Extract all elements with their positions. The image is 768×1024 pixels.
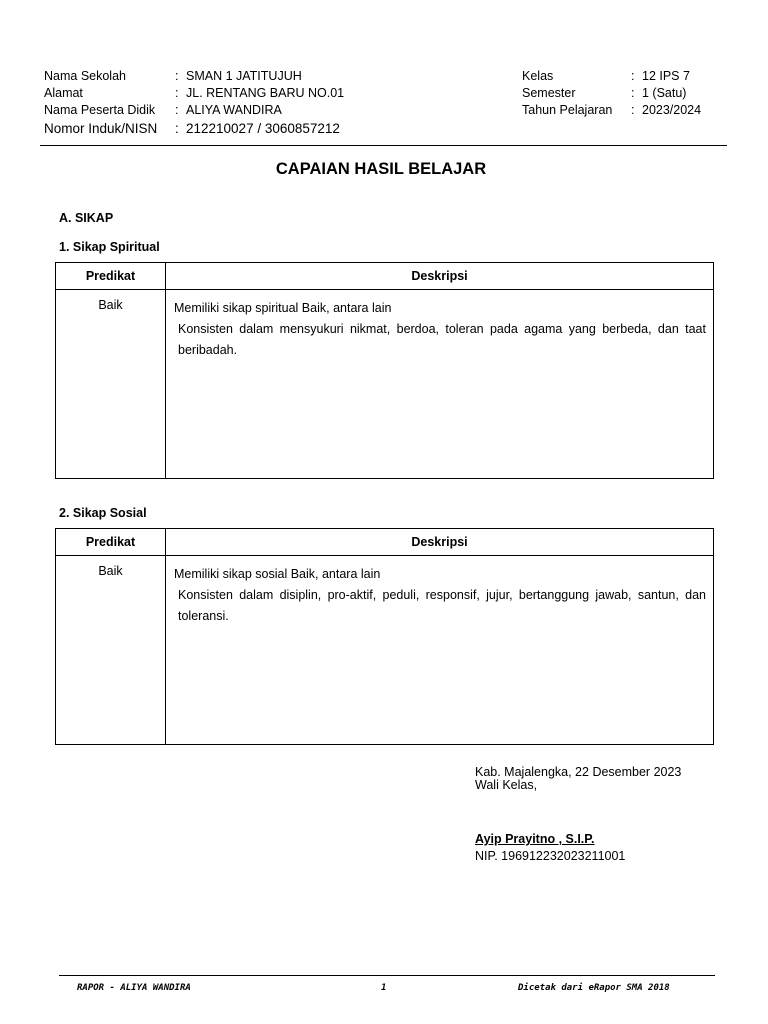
info-value: 12 IPS 7: [642, 69, 690, 83]
info-row-school: [44, 68, 344, 85]
info-colon: :: [175, 86, 179, 100]
info-label: Semester: [522, 86, 576, 100]
sosial-table: [55, 528, 714, 745]
deskripsi-line: Memiliki sikap sosial Baik, antara lain: [174, 567, 381, 581]
section-sikap-heading: A. SIKAP: [59, 211, 114, 225]
col-predikat-header: Predikat: [56, 529, 166, 556]
class-info: [522, 68, 701, 119]
student-info: [44, 68, 344, 138]
info-label: Nomor Induk/NISN: [44, 121, 158, 136]
footer-printed-by: Dicetak dari eRapor SMA 2018: [518, 983, 670, 993]
info-row-semester: [522, 85, 701, 102]
deskripsi-detail: Konsisten dalam disiplin, pro-aktif, peduli, responsif, jujur, bertanggung jawab, santun, dan toleransi.: [178, 588, 706, 623]
deskripsi-cell: [166, 290, 714, 479]
deskripsi-cell: [166, 556, 714, 745]
info-value: SMAN 1 JATITUJUH: [186, 69, 302, 83]
sign-role: Wali Kelas,: [475, 778, 538, 792]
spiritual-table: [55, 262, 714, 479]
table-row: [56, 290, 714, 479]
info-colon: :: [175, 69, 179, 83]
col-deskripsi-header: Deskripsi: [166, 263, 714, 290]
info-label: Nama Peserta Didik: [44, 103, 156, 117]
table-header-row: [56, 529, 714, 556]
info-colon: :: [175, 103, 179, 117]
info-row-nisn: [44, 119, 344, 138]
sign-place-date: Kab. Majalengka, 22 Desember 2023: [475, 765, 682, 779]
header-divider: [40, 145, 727, 146]
info-colon: :: [175, 121, 179, 136]
homeroom-teacher-name: Ayip Prayitno , S.I.P.: [475, 832, 595, 846]
homeroom-teacher-nip: NIP. 196912232023211001: [475, 849, 626, 863]
info-label: Kelas: [522, 69, 554, 83]
spiritual-heading: 1. Sikap Spiritual: [59, 240, 160, 254]
info-value: JL. RENTANG BARU NO.01: [186, 86, 345, 100]
info-row-student-name: [44, 102, 344, 119]
info-colon: :: [631, 86, 635, 100]
predikat-cell: Baik: [56, 290, 166, 479]
info-row-address: [44, 85, 344, 102]
deskripsi-detail: Konsisten dalam mensyukuri nikmat, berdoa, toleran pada agama yang berbeda, dan taat beribadah.: [178, 322, 706, 357]
document-title: CAPAIAN HASIL BELAJAR: [275, 160, 487, 178]
info-label: Nama Sekolah: [44, 69, 126, 83]
info-label: Alamat: [44, 86, 83, 100]
info-colon: :: [631, 69, 635, 83]
info-value: 212210027 / 3060857212: [186, 121, 340, 136]
info-row-school-year: [522, 102, 701, 119]
info-value: ALIYA WANDIRA: [186, 103, 282, 117]
sosial-heading: 2. Sikap Sosial: [59, 506, 147, 520]
table-header-row: [56, 263, 714, 290]
info-label: Tahun Pelajaran: [522, 103, 613, 117]
footer-page-number: 1: [381, 983, 387, 993]
info-row-class: [522, 68, 701, 85]
info-colon: :: [631, 103, 635, 117]
info-value: 1 (Satu): [642, 86, 687, 100]
table-row: [56, 556, 714, 745]
col-predikat-header: Predikat: [56, 263, 166, 290]
predikat-cell: Baik: [56, 556, 166, 745]
footer-divider: [59, 975, 715, 976]
col-deskripsi-header: Deskripsi: [166, 529, 714, 556]
deskripsi-line: Memiliki sikap spiritual Baik, antara lain: [174, 301, 392, 315]
info-value: 2023/2024: [642, 103, 702, 117]
footer-report-label: RAPOR - ALIYA WANDIRA: [77, 983, 191, 993]
